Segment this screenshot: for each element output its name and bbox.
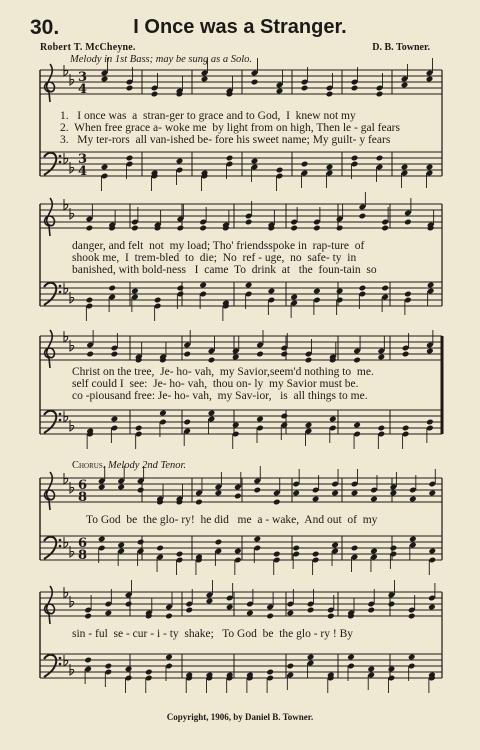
verse-2-system-2-lyric: shook me, I trem-bled to die; No ref - uge, no safe- ty in bbox=[72, 252, 357, 264]
note-head bbox=[215, 490, 223, 497]
note-head bbox=[105, 610, 113, 617]
note-head bbox=[426, 164, 434, 171]
flat-icon bbox=[64, 411, 68, 422]
note-head bbox=[381, 285, 389, 292]
note-head bbox=[428, 548, 436, 555]
verse-2-system-1-lyric: 2. When free grace a- woke me by light from on high, Then le - gal fears bbox=[60, 122, 400, 134]
bass-clef-dot bbox=[59, 413, 62, 416]
note-head bbox=[234, 548, 242, 555]
note-head bbox=[326, 164, 334, 171]
note-head bbox=[165, 654, 173, 661]
note-head bbox=[117, 542, 125, 549]
note-head bbox=[126, 155, 134, 162]
note-head bbox=[177, 285, 185, 292]
note-head bbox=[409, 496, 417, 503]
system-1-treble-time-denominator: 4 bbox=[78, 82, 88, 97]
note-head bbox=[428, 490, 436, 497]
note-head bbox=[199, 225, 207, 232]
note-head bbox=[232, 354, 240, 361]
note-head bbox=[367, 666, 375, 673]
note-head bbox=[329, 416, 337, 423]
note-head bbox=[370, 548, 378, 555]
bass-clef-dot bbox=[59, 285, 62, 288]
note-head bbox=[367, 607, 375, 614]
note-head bbox=[326, 91, 334, 98]
system-4-bass-time-denominator: 8 bbox=[78, 548, 88, 563]
note-head bbox=[84, 613, 92, 620]
note-head bbox=[292, 490, 300, 497]
note-head bbox=[253, 536, 261, 543]
note-head bbox=[151, 91, 159, 98]
note-head bbox=[402, 425, 410, 432]
note-head bbox=[409, 536, 417, 543]
system-4-treble-time-denominator: 8 bbox=[78, 490, 88, 505]
note-head bbox=[301, 85, 309, 92]
note-head bbox=[98, 536, 106, 543]
note-head bbox=[276, 88, 284, 95]
verse-1-system-2-lyric: danger, and felt not my load; Tho' friendsspoke in rap-ture of bbox=[72, 240, 365, 252]
note-head bbox=[273, 499, 281, 506]
note-head bbox=[208, 410, 216, 417]
note-head bbox=[402, 351, 410, 358]
note-head bbox=[251, 158, 259, 165]
bass-clef-dot bbox=[59, 657, 62, 660]
performance-direction: Melody in 1st Bass; may be sung as a Solo. bbox=[70, 54, 252, 65]
note-head bbox=[388, 601, 396, 608]
bass-clef-dot bbox=[59, 539, 62, 542]
note-head bbox=[370, 496, 378, 503]
chorus-direction: Melody 2nd Tenor. bbox=[107, 460, 187, 471]
note-head bbox=[287, 663, 295, 670]
note-head bbox=[426, 348, 434, 355]
note-head bbox=[347, 654, 355, 661]
note-head bbox=[290, 225, 298, 232]
note-head bbox=[351, 85, 359, 92]
note-head bbox=[206, 598, 214, 605]
note-head bbox=[401, 82, 409, 89]
bass-clef-dot bbox=[59, 663, 62, 666]
note-head bbox=[401, 164, 409, 171]
note-head bbox=[307, 654, 315, 661]
note-head bbox=[159, 410, 167, 417]
note-head bbox=[176, 551, 184, 558]
note-head bbox=[245, 282, 253, 289]
note-head bbox=[351, 490, 359, 497]
note-head bbox=[131, 288, 139, 295]
note-head bbox=[177, 225, 185, 232]
chorus-system-1-lyric: To God be the glo- ry! he did me a - wake, And out of my bbox=[86, 514, 378, 526]
flat-icon bbox=[64, 537, 68, 548]
note-head bbox=[280, 351, 288, 358]
system-4-treble-time-numerator: 6 bbox=[78, 478, 88, 493]
note-head bbox=[327, 613, 335, 620]
note-head bbox=[359, 285, 367, 292]
note-head bbox=[117, 484, 125, 491]
verse-2-system-3-lyric: self could I see: Je- ho- vah, thou on- ly my Savior must be. bbox=[72, 378, 359, 390]
copyright-notice: Copyright, 1906, by Daniel B. Towner. bbox=[166, 712, 314, 722]
note-head bbox=[426, 419, 434, 426]
note-head bbox=[266, 613, 274, 620]
note-head bbox=[84, 657, 92, 664]
note-head bbox=[135, 425, 143, 432]
note-head bbox=[154, 297, 162, 304]
note-head bbox=[336, 288, 344, 295]
note-head bbox=[215, 539, 223, 546]
note-head bbox=[111, 416, 119, 423]
note-head bbox=[86, 297, 94, 304]
bass-clef-dot bbox=[59, 161, 62, 164]
flat-icon bbox=[64, 473, 68, 484]
flat-icon bbox=[64, 587, 68, 598]
note-head bbox=[125, 666, 133, 673]
note-head bbox=[404, 219, 412, 226]
chorus-system-2-lyric: sin - ful se - cur - i - ty shake; To God be the glo - ry ! By bbox=[72, 628, 353, 640]
note-head bbox=[353, 422, 361, 429]
note-head bbox=[199, 282, 207, 289]
note-head bbox=[312, 496, 320, 503]
note-head bbox=[201, 76, 209, 83]
note-head bbox=[404, 291, 412, 298]
note-head bbox=[268, 288, 276, 295]
note-head bbox=[273, 551, 281, 558]
note-head bbox=[232, 422, 240, 429]
system-1-bass-time-denominator: 4 bbox=[78, 164, 88, 179]
hymn-number: 30. bbox=[30, 16, 60, 39]
flat-icon bbox=[64, 655, 68, 666]
verse-1-system-3-lyric: Christ on the tree, Je- ho- vah, my Savior,seem'd nothing to me. bbox=[72, 366, 374, 378]
note-head bbox=[195, 499, 203, 506]
note-head bbox=[126, 85, 134, 92]
bass-clef-dot bbox=[59, 155, 62, 158]
note-head bbox=[105, 663, 113, 670]
note-head bbox=[137, 487, 145, 494]
note-head bbox=[280, 413, 288, 420]
flat-icon bbox=[64, 65, 68, 76]
note-head bbox=[390, 545, 398, 552]
verse-1-system-1-lyric: 1. I once was a stran-ger to grace and to God, I knew not my bbox=[60, 110, 356, 122]
note-head bbox=[165, 613, 173, 620]
note-head bbox=[313, 225, 321, 232]
note-head bbox=[378, 425, 386, 432]
hymn-title: I Once was a Stranger. bbox=[133, 16, 347, 38]
flat-icon bbox=[64, 283, 68, 294]
note-head bbox=[256, 351, 264, 358]
note-head bbox=[313, 288, 321, 295]
note-head bbox=[331, 542, 339, 549]
note-head bbox=[131, 225, 139, 232]
note-head bbox=[156, 545, 164, 552]
note-head bbox=[428, 604, 436, 611]
note-head bbox=[86, 351, 94, 358]
flat-icon bbox=[64, 199, 68, 210]
note-head bbox=[331, 490, 339, 497]
note-head bbox=[427, 282, 435, 289]
note-head bbox=[208, 357, 216, 364]
note-head bbox=[253, 487, 261, 494]
system-4-bass-time-numerator: 6 bbox=[78, 536, 88, 551]
system-1-bass-time-numerator: 3 bbox=[78, 152, 88, 167]
note-head bbox=[111, 351, 119, 358]
note-head bbox=[137, 539, 145, 546]
bass-clef-dot bbox=[59, 545, 62, 548]
flat-icon bbox=[64, 331, 68, 342]
verse-3-system-2-lyric: banished, with bold-ness I came To drink at the foun-tain so bbox=[72, 264, 377, 276]
note-head bbox=[426, 76, 434, 83]
note-head bbox=[359, 213, 367, 220]
composer-credit: D. B. Towner. bbox=[372, 42, 430, 53]
note-head bbox=[408, 613, 416, 620]
note-head bbox=[125, 601, 133, 608]
note-head bbox=[292, 545, 300, 552]
system-1-treble-time-numerator: 3 bbox=[78, 70, 88, 85]
note-head bbox=[101, 164, 109, 171]
note-head bbox=[183, 351, 191, 358]
note-head bbox=[408, 654, 416, 661]
note-head bbox=[185, 607, 193, 614]
note-head bbox=[266, 669, 274, 676]
note-head bbox=[301, 161, 309, 168]
note-head bbox=[351, 545, 359, 552]
note-head bbox=[290, 294, 298, 301]
note-head bbox=[305, 357, 313, 364]
verse-3-system-1-lyric: 3. My ter-rors all van-ished be- fore his sweet name; My guilt- y fears bbox=[60, 134, 391, 146]
bass-clef-dot bbox=[59, 419, 62, 422]
note-head bbox=[246, 610, 254, 617]
author-credit: Robert T. McCheyne. bbox=[40, 42, 136, 53]
note-head bbox=[108, 285, 116, 292]
note-head bbox=[378, 354, 386, 361]
flat-icon bbox=[64, 153, 68, 164]
note-head bbox=[376, 91, 384, 98]
note-head bbox=[183, 419, 191, 426]
chorus-heading bbox=[72, 460, 186, 471]
note-head bbox=[234, 493, 242, 500]
note-head bbox=[353, 357, 361, 364]
note-head bbox=[336, 225, 344, 232]
note-head bbox=[307, 607, 315, 614]
note-head bbox=[276, 167, 284, 174]
note-head bbox=[390, 490, 398, 497]
note-head bbox=[226, 155, 234, 162]
note-head bbox=[312, 551, 320, 558]
note-head bbox=[176, 158, 184, 165]
note-head bbox=[226, 604, 234, 611]
note-head bbox=[86, 225, 94, 232]
note-head bbox=[145, 669, 153, 676]
note-head bbox=[98, 484, 106, 491]
note-head bbox=[251, 79, 259, 86]
note-head bbox=[376, 155, 384, 162]
note-head bbox=[245, 219, 253, 226]
note-head bbox=[381, 225, 389, 232]
note-head bbox=[388, 666, 396, 673]
note-head bbox=[351, 155, 359, 162]
chorus-label: Chorus. bbox=[72, 460, 106, 471]
verse-3-system-3-lyric: co -piousand free: Je- ho- vah, my Sav-ior, is all things to me. bbox=[72, 390, 368, 402]
note-head bbox=[305, 422, 313, 429]
bass-clef-dot bbox=[59, 291, 62, 294]
note-head bbox=[101, 76, 109, 83]
note-head bbox=[256, 416, 264, 423]
note-head bbox=[287, 610, 295, 617]
